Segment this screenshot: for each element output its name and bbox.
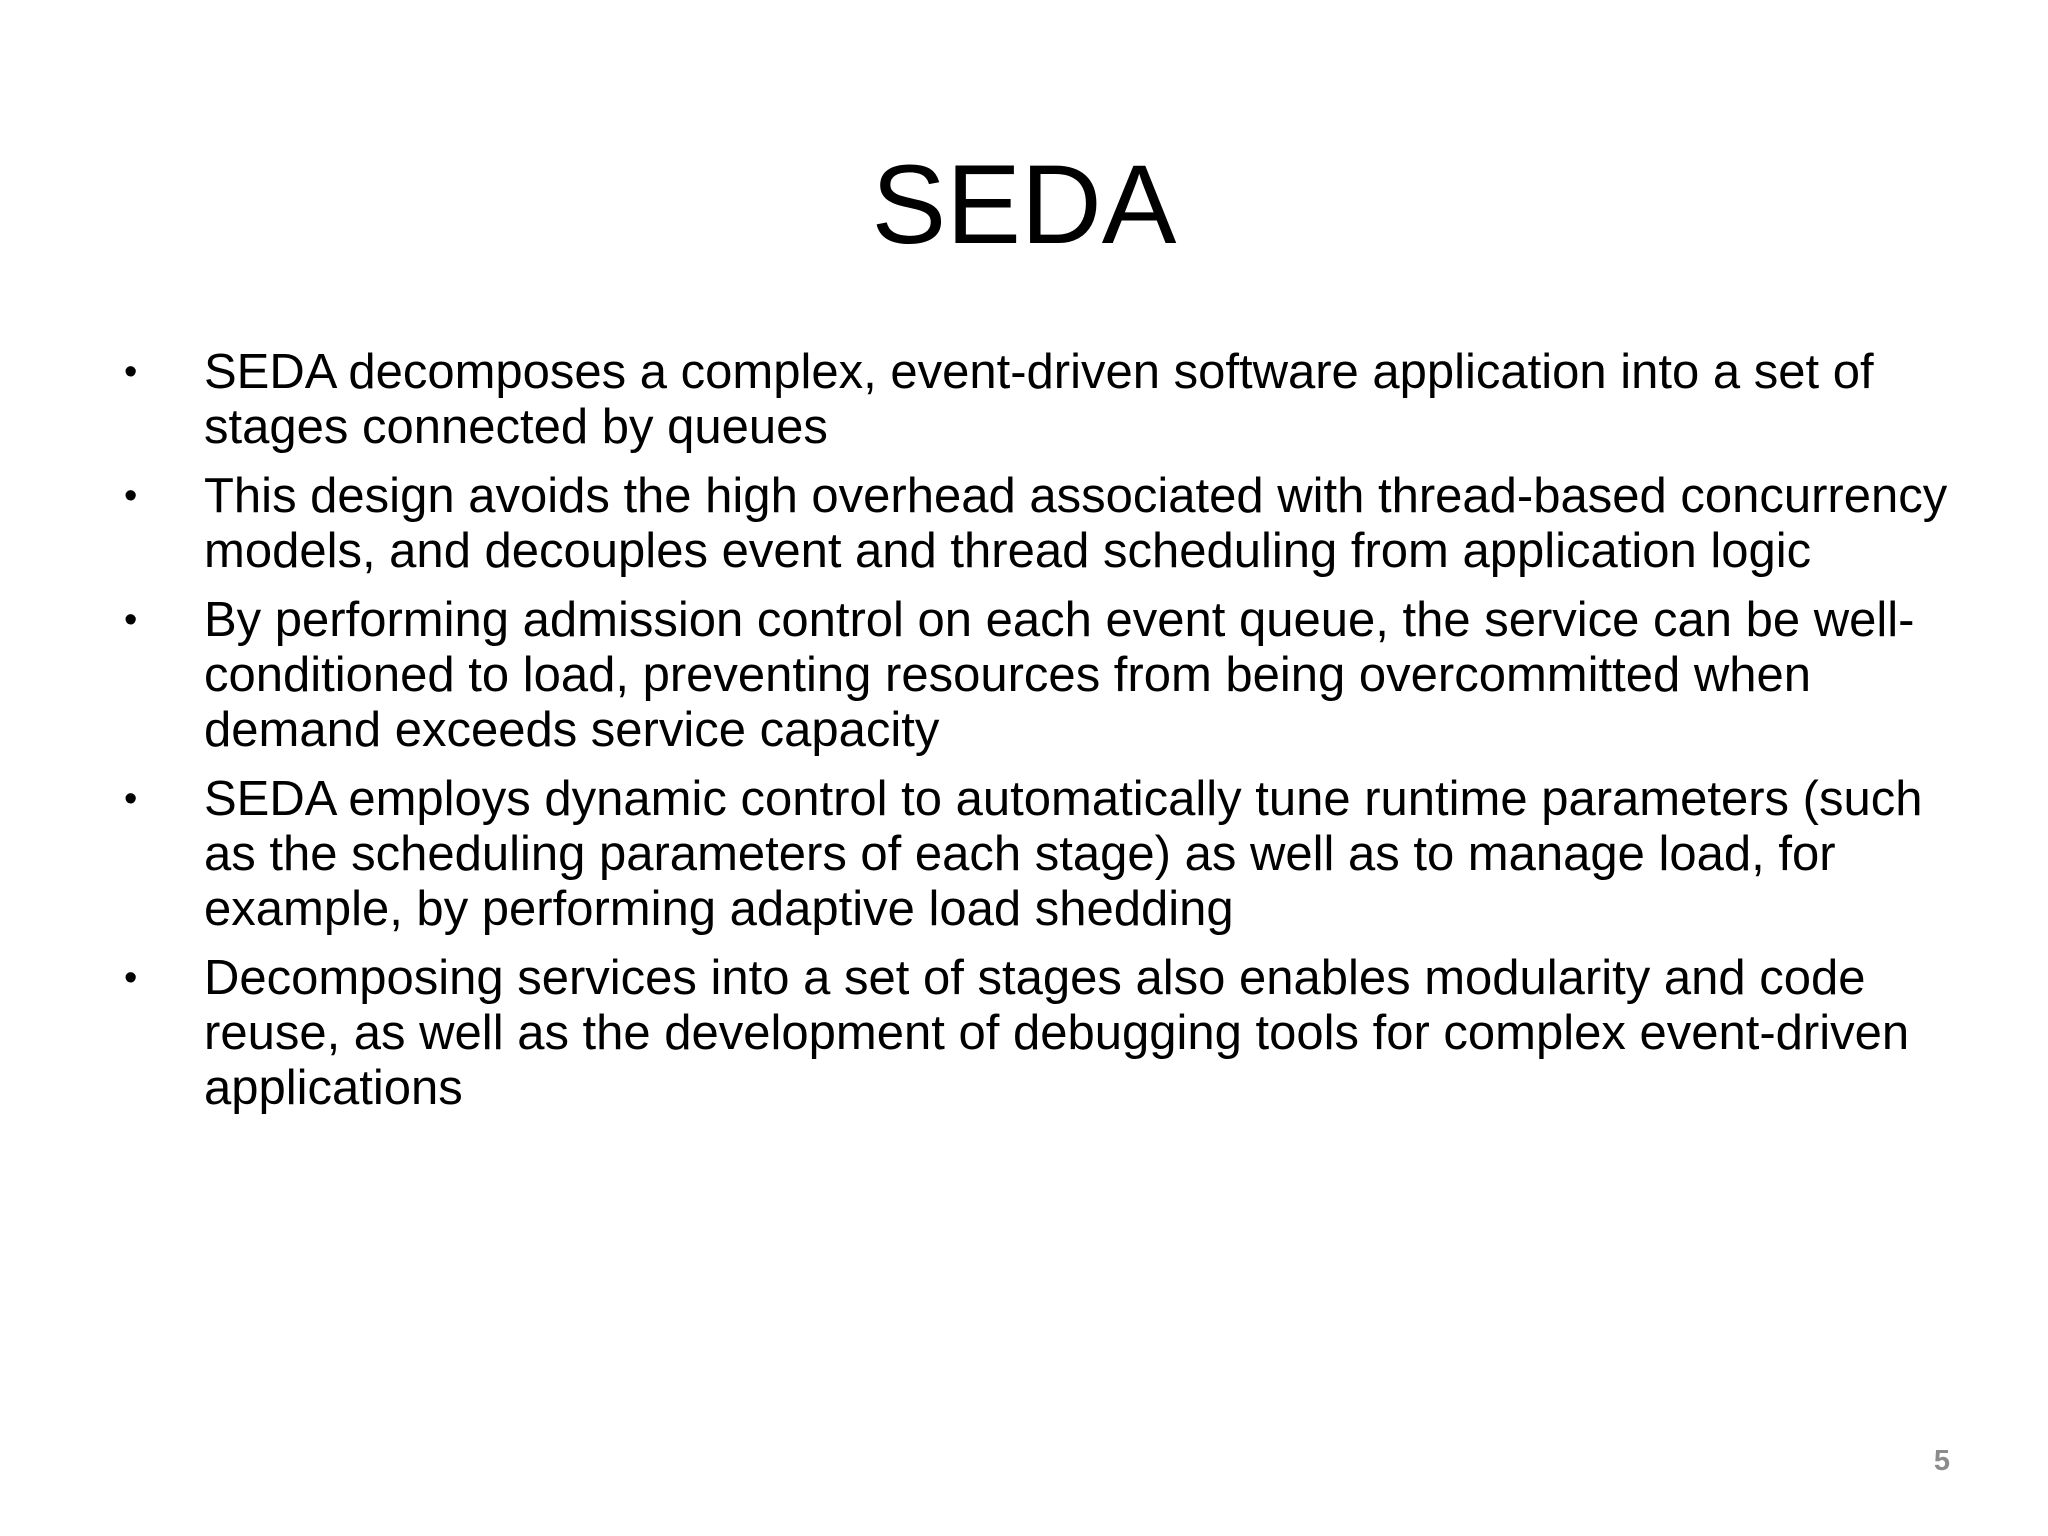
bullet-marker: • — [124, 778, 138, 820]
bullet-text: Decomposing services into a set of stages also enables modularity and code reuse, as well as the development of debugging tools for complex event-driven applications — [204, 951, 1910, 1115]
bullet-marker: • — [124, 957, 138, 999]
bullet-item — [118, 772, 1978, 937]
slide-title: SEDA — [871, 142, 1177, 267]
page-number: 5 — [1933, 1445, 1950, 1477]
bullet-marker: • — [124, 475, 138, 517]
bullet-text: By performing admission control on each event queue, the service can be well-conditioned to load, preventing resources from being overcommitted when demand exceeds service capacity — [204, 593, 1915, 757]
bullet-marker: • — [124, 599, 138, 641]
bullet-text: SEDA decomposes a complex, event-driven software application into a set of stages connected by queues — [204, 345, 1874, 454]
bullet-list — [118, 345, 1978, 1130]
bullet-item — [118, 951, 1978, 1116]
bullet-item — [118, 469, 1978, 579]
bullet-marker: • — [124, 351, 138, 393]
bullet-text: This design avoids the high overhead associated with thread-based concurrency models, and decouples event and thread scheduling from application logic — [204, 469, 1948, 578]
bullet-item — [118, 593, 1978, 758]
bullet-item — [118, 345, 1978, 455]
bullet-text: SEDA employs dynamic control to automatically tune runtime parameters (such as the scheduling parameters of each stage) as well as to manage load, for example, by performing adaptive load shedding — [204, 772, 1923, 936]
